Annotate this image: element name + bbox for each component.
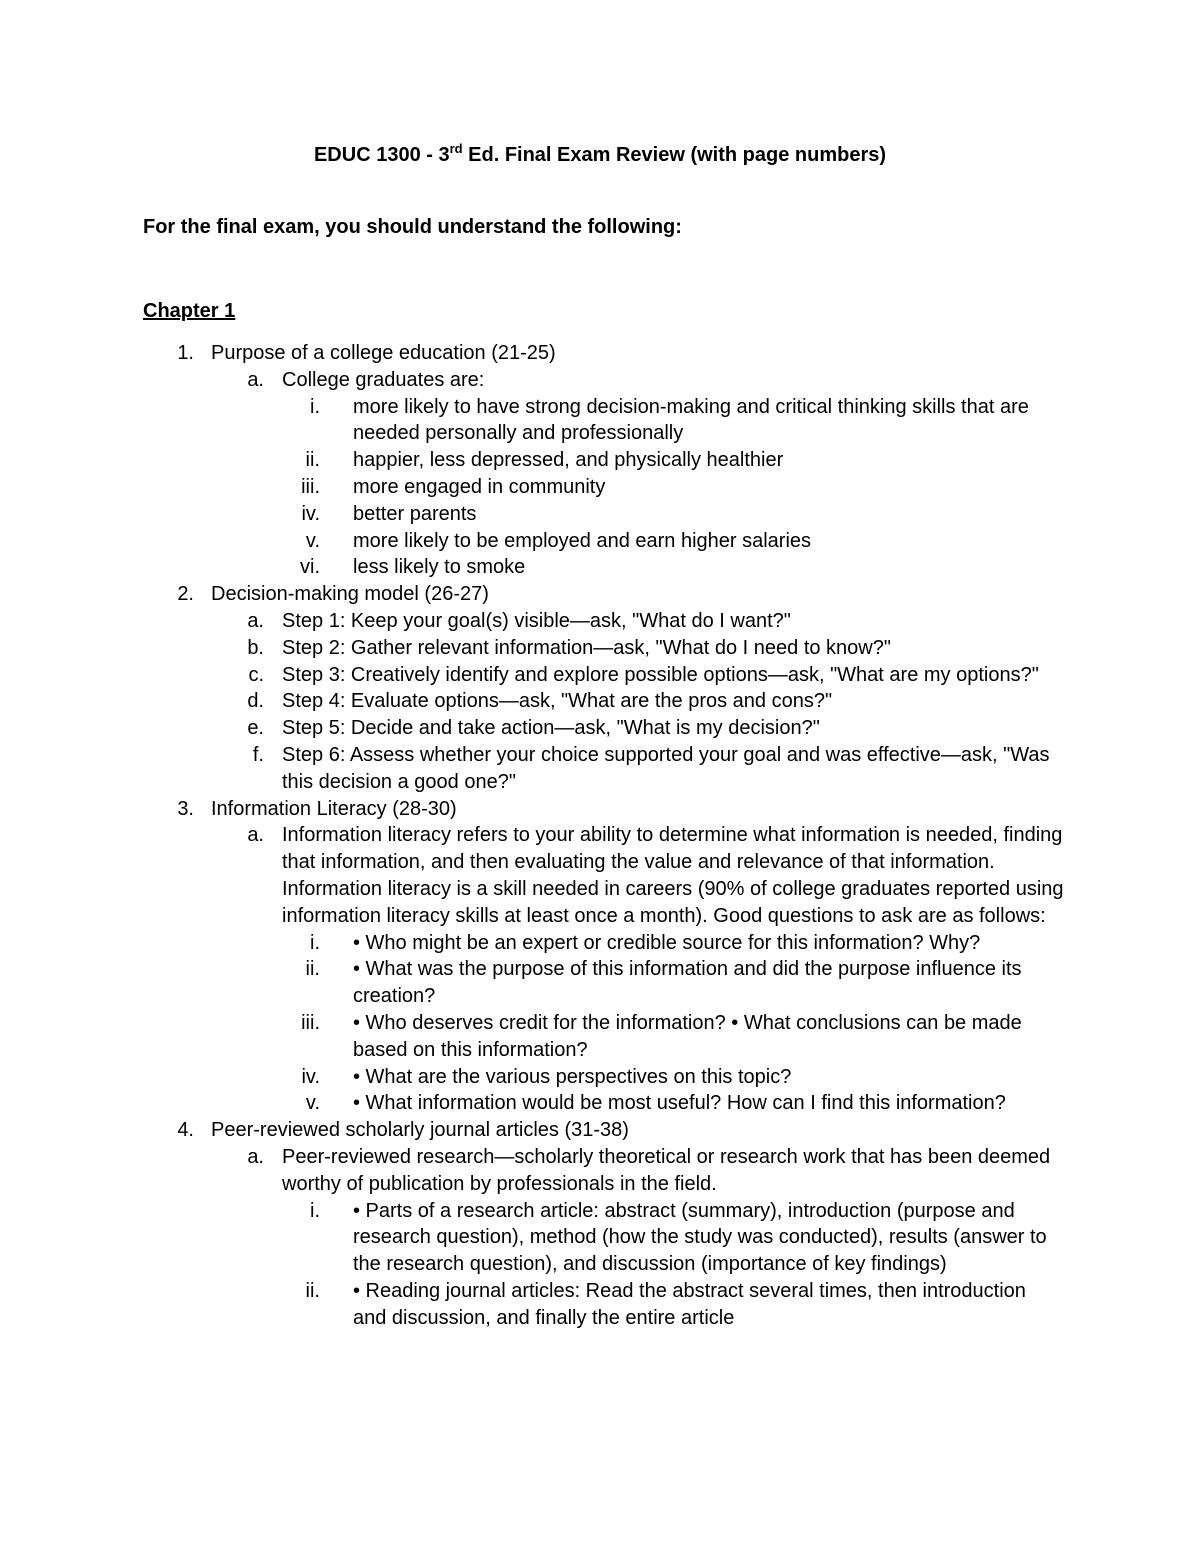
outline-item [0,1278,1200,1332]
outline-item [0,367,1200,394]
outline-item-marker: v. [305,1092,320,1115]
outline-item [0,581,1200,608]
outline-item-marker: a. [247,368,264,391]
outline-item [0,394,1200,448]
outline-item-text: Purpose of a college education (21-25) [211,342,556,364]
outline-item-marker: iv. [301,502,320,525]
outline-item-marker: iii. [301,475,320,498]
outline-item-marker: vi. [300,556,320,579]
outline-item-marker: ii. [305,958,320,981]
outline-item [0,501,1200,528]
outline-item-text: Step 2: Gather relevant information—ask, "What do I need to know?" [282,636,891,659]
outline-item-marker: a. [247,824,264,847]
outline-item-text: • What was the purpose of this information and did the purpose influence its creation? [353,958,1022,1008]
outline-item [0,608,1200,635]
outline-item-text: College graduates are: [282,368,485,391]
outline-item [0,930,1200,957]
outline-item-marker: iii. [301,1011,320,1034]
outline-item-marker: 4. [177,1119,194,1142]
outline-item-text: • Who deserves credit for the information? • What conclusions can be made based on this information? [353,1011,1022,1061]
outline-item-text: Step 5: Decide and take action—ask, "What is my decision?" [282,717,820,740]
outline-item-marker: ii. [305,1279,320,1302]
outline-item [0,1198,1200,1278]
chapter-heading: Chapter 1 [143,300,236,322]
outline-item-text: • Who might be an expert or credible source for this information? Why? [353,931,981,954]
outline-item-text: Step 6: Assess whether your choice supported your goal and was effective—ask, "Was this decision a good one?" [282,743,1050,793]
outline-item-text: more likely to have strong decision-making and critical thinking skills that are needed personally and professionally [353,395,1029,445]
outline-item-text: • What information would be most useful? How can I find this information? [353,1092,1006,1115]
outline-item-text: Peer-reviewed research—scholarly theoretical or research work that has been deemed worthy of publication by professionals in the field. [282,1145,1051,1195]
outline-item [0,1064,1200,1091]
outline-item-text: Decision-making model (26-27) [211,583,489,606]
outline-item [0,956,1200,1010]
title-main: EDUC 1300 - 3 [313,144,450,166]
outline-item-marker: d. [247,690,264,713]
outline-item-text: more likely to be employed and earn higher salaries [353,529,812,552]
outline-item-text: • Reading journal articles: Read the abstract several times, then introduction and discussion, and finally the entire article [353,1279,1026,1329]
outline-item-marker: e. [247,717,264,740]
outline-item-marker: i. [310,931,320,954]
title-rest: Ed. Final Exam Review (with page numbers) [462,144,887,166]
outline-item [0,742,1200,796]
outline-item-marker: b. [247,636,264,659]
outline-item-text: Information literacy refers to your ability to determine what information is needed, finding that information, and then evaluating the value and relevance of that information. Information literacy is a skill needed in careers (90% of college graduates reported using information literacy skills at least once a month). Good questions to ask are as follows: [282,824,1064,927]
outline-item-marker: v. [305,529,320,552]
outline-item-text: • What are the various perspectives on this topic? [353,1065,792,1088]
outline-item-marker: f. [252,743,264,766]
outline-item [0,662,1200,689]
outline-item [0,1117,1200,1144]
outline-list [0,340,1200,1331]
outline-item-marker: i. [310,1199,320,1222]
outline-item [0,474,1200,501]
outline-item [0,1010,1200,1064]
title-superscript: rd [449,141,463,156]
outline-item-text: better parents [353,502,477,525]
outline-item-text: less likely to smoke [353,556,526,579]
outline-item-text: • Parts of a research article: abstract (summary), introduction (purpose and research question), method (how the study was conducted), results (answer to the research question), and discussion (importance of key findings) [353,1199,1047,1276]
outline-item-marker: c. [248,663,264,686]
outline-item-marker: 2. [177,583,194,606]
outline-item-marker: a. [247,1145,264,1168]
outline-item-marker: 1. [177,342,194,364]
outline-item-text: happier, less depressed, and physically healthier [353,449,784,472]
outline-item-text: more engaged in community [353,475,606,498]
outline-item-marker: ii. [305,449,320,472]
outline-item [0,1144,1200,1198]
outline-item [0,554,1200,581]
outline-item [0,688,1200,715]
outline-item [0,822,1200,929]
outline-item-text: Peer-reviewed scholarly journal articles (31-38) [211,1119,629,1142]
outline-item-text: Step 3: Creatively identify and explore possible options—ask, "What are my options?" [282,663,1039,686]
outline-item-text: Step 4: Evaluate options—ask, "What are the pros and cons?" [282,690,833,713]
outline-item-marker: iv. [301,1065,320,1088]
outline-item-marker: i. [310,395,320,418]
outline-item [0,340,1200,367]
outline-item [0,447,1200,474]
outline-item [0,635,1200,662]
page-title [0,141,1200,169]
intro-heading: For the final exam, you should understand the following: [143,216,682,238]
outline-item-marker: a. [247,609,264,632]
outline-item-text: Step 1: Keep your goal(s) visible—ask, "What do I want?" [282,609,791,632]
outline-item-marker: 3. [177,797,194,820]
outline-item [0,796,1200,823]
outline-item [0,715,1200,742]
outline-item [0,1090,1200,1117]
outline-item-text: Information Literacy (28-30) [211,797,457,820]
outline-item [0,528,1200,555]
